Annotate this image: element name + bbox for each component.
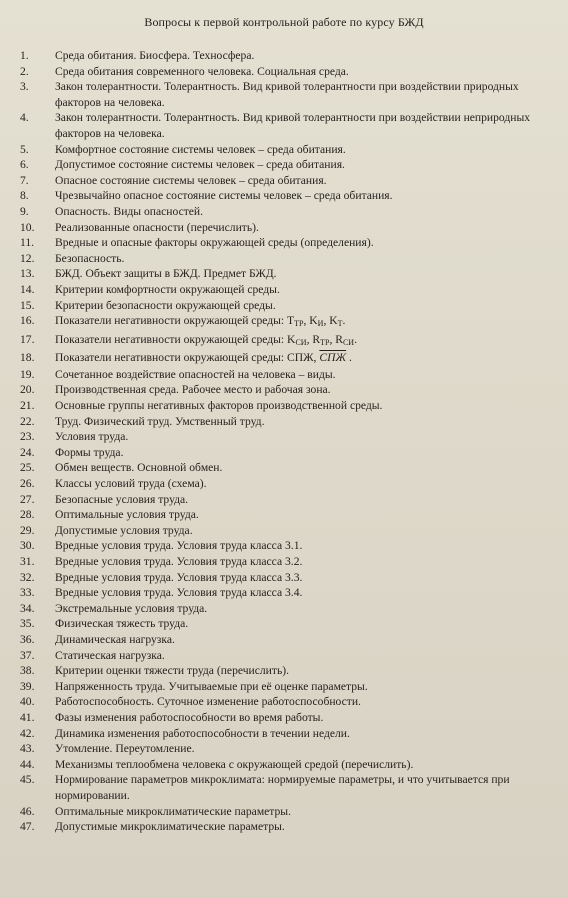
question-item [0, 220, 568, 236]
question-number: 44. [20, 757, 35, 771]
question-number: 9. [20, 204, 29, 218]
question-text: Чрезвычайно опасное состояние системы человек – среда обитания. [55, 189, 393, 203]
question-item [0, 476, 568, 492]
question-item [0, 632, 568, 648]
question-item [0, 663, 568, 679]
question-number: 1. [20, 49, 29, 62]
question-text: Работоспособность. Суточное изменение работоспособности. [55, 695, 361, 709]
question-text: Обмен веществ. Основной обмен. [55, 461, 223, 475]
question-number: 5. [20, 142, 29, 156]
question-number: 18. [20, 351, 35, 365]
question-item [0, 554, 568, 570]
question-item [0, 398, 568, 414]
question-item [0, 570, 568, 586]
question-item [0, 523, 568, 539]
question-text: Экстремальные условия труда. [55, 601, 208, 615]
question-number: 11. [20, 236, 35, 250]
question-text: Производственная среда. Рабочее место и рабочая зона. [55, 383, 331, 397]
question-number: 21. [20, 399, 35, 413]
question-number: 6. [20, 158, 29, 172]
question-item [0, 679, 568, 695]
question-text: Показатели негативности окружающей среды: $T_{ТР}$, $K_И$, $K_Т$. [55, 314, 346, 329]
question-number: 23. [20, 430, 35, 444]
overlined-term: СПЖ [319, 351, 347, 365]
question-text: Среда обитания. Биосфера. Техносфера. [55, 49, 255, 62]
question-item [0, 445, 568, 461]
question-number: 22. [20, 414, 35, 428]
question-text: Нормирование параметров микроклимата: нормируемые параметры, и что учитывается при нормировании. [55, 773, 510, 802]
question-text: Комфортное состояние системы человек – среда обитания. [55, 142, 346, 156]
question-item [0, 741, 568, 757]
question-item [0, 79, 568, 110]
question-item [0, 382, 568, 398]
question-text: Вредные условия труда. Условия труда класса 3.4. [55, 586, 303, 600]
question-text: Критерии оценки тяжести труда (перечислить). [55, 664, 290, 678]
question-number: 35. [20, 617, 35, 631]
question-text: Динамическая нагрузка. [55, 632, 175, 646]
question-text: Показатели негативности окружающей среды: СПЖ, СПЖ . [55, 351, 352, 365]
question-item [0, 538, 568, 554]
question-number: 16. [20, 314, 35, 328]
question-text: Вредные условия труда. Условия труда класса 3.1. [55, 539, 303, 553]
question-number: 36. [20, 632, 35, 646]
question-number: 27. [20, 492, 35, 506]
question-number: 45. [20, 773, 35, 787]
question-text: Допустимые микроклиматические параметры. [55, 820, 285, 834]
question-number: 17. [20, 332, 35, 346]
question-number: 29. [20, 523, 35, 537]
question-text: Формы труда. [55, 445, 124, 459]
question-item [0, 204, 568, 220]
question-item [0, 648, 568, 664]
question-text: Среда обитания современного человека. Социальная среда. [55, 64, 349, 78]
question-text: Допустимые условия труда. [55, 523, 193, 537]
question-number: 26. [20, 477, 35, 491]
question-item [0, 585, 568, 601]
question-text: Физическая тяжесть труда. [55, 617, 189, 631]
question-item [0, 266, 568, 282]
question-item [0, 429, 568, 445]
question-text: Вредные и опасные факторы окружающей среды (определения). [55, 236, 374, 250]
question-item [0, 313, 568, 329]
question-number: 43. [20, 742, 35, 756]
question-item [0, 157, 568, 173]
question-text: Реализованные опасности (перечислить). [55, 220, 259, 234]
question-number: 2. [20, 64, 29, 78]
question-number: 37. [20, 648, 35, 662]
question-text: Классы условий труда (схема). [55, 477, 207, 491]
question-text: Закон толерантности. Толерантность. Вид кривой толерантности при воздействии неприродных факторов на человека. [55, 111, 531, 140]
question-number: 4. [20, 111, 29, 125]
question-item [0, 414, 568, 430]
question-item [0, 757, 568, 773]
question-item [0, 804, 568, 820]
question-item [0, 507, 568, 523]
subscript: ТР [320, 337, 330, 347]
question-item [0, 142, 568, 158]
question-number: 25. [20, 461, 35, 475]
question-item [0, 173, 568, 189]
question-number: 39. [20, 679, 35, 693]
subscript: ТР [294, 319, 304, 329]
question-number: 32. [20, 570, 35, 584]
question-text: Оптимальные условия труда. [55, 508, 199, 522]
question-item [0, 710, 568, 726]
question-text: Основные группы негативных факторов производственной среды. [55, 399, 383, 413]
question-text: Опасность. Виды опасностей. [55, 204, 204, 218]
question-item [0, 726, 568, 742]
subscript: Т [337, 319, 343, 329]
question-item [0, 350, 568, 366]
question-item [0, 332, 568, 348]
question-item [0, 282, 568, 298]
question-text: Сочетанное воздействие опасностей на человека – виды. [55, 367, 336, 381]
question-item [0, 110, 568, 141]
question-number: 19. [20, 367, 35, 381]
question-text: Вредные условия труда. Условия труда класса 3.2. [55, 555, 303, 568]
question-text: Напряженность труда. Учитываемые при её оценке параметры. [55, 679, 368, 693]
question-item [0, 367, 568, 383]
question-number: 24. [20, 445, 35, 459]
question-number: 8. [20, 189, 29, 203]
question-text: Допустимое состояние системы человек – среда обитания. [55, 158, 345, 172]
question-item [0, 616, 568, 632]
question-item [0, 492, 568, 508]
question-number: 3. [20, 80, 29, 94]
question-text: БЖД. Объект защиты в БЖД. Предмет БЖД. [55, 267, 277, 281]
subscript: СИ [342, 337, 355, 347]
subscript: И [317, 319, 324, 329]
question-item [0, 64, 568, 80]
question-item [0, 251, 568, 267]
subscript: СИ [295, 337, 307, 347]
question-item [0, 298, 568, 314]
question-number: 47. [20, 820, 35, 834]
question-number: 7. [20, 173, 29, 187]
question-item [0, 694, 568, 710]
question-item [0, 819, 568, 835]
question-number: 42. [20, 726, 35, 740]
question-text: Показатели негативности окружающей среды: $K_{СИ}$, $R_{ТР}$, $R_{СИ}$. [55, 332, 357, 347]
question-number: 20. [20, 383, 35, 397]
question-number: 13. [20, 267, 35, 281]
question-text: Критерии безопасности окружающей среды. [55, 298, 276, 312]
question-item [0, 601, 568, 617]
question-text: Опасное состояние системы человек – среда обитания. [55, 173, 327, 187]
question-text: Труд. Физический труд. Умственный труд. [55, 414, 265, 428]
question-item [0, 772, 568, 803]
question-number: 40. [20, 695, 35, 709]
question-item [0, 235, 568, 251]
question-text: Критерии комфортности окружающей среды. [55, 282, 280, 296]
document-title: Вопросы к первой контрольной работе по курсу БЖД [144, 15, 424, 29]
question-number: 34. [20, 601, 35, 615]
question-item [0, 460, 568, 476]
question-text: Условия труда. [55, 430, 129, 444]
question-text: Оптимальные микроклиматические параметры. [55, 804, 291, 818]
question-number: 12. [20, 251, 35, 265]
question-text: Утомление. Переутомление. [55, 742, 195, 756]
questions-list [0, 48, 568, 835]
question-text: Фазы изменения работоспособности во время работы. [55, 710, 324, 724]
question-number: 46. [20, 804, 35, 818]
question-number: 30. [20, 539, 35, 553]
question-number: 14. [20, 282, 35, 296]
question-text: Статическая нагрузка. [55, 648, 165, 662]
question-number: 28. [20, 508, 35, 522]
question-text: Вредные условия труда. Условия труда класса 3.3. [55, 570, 303, 584]
question-text: Безопасные условия труда. [55, 492, 189, 506]
question-number: 15. [20, 298, 35, 312]
question-text: Динамика изменения работоспособности в течении недели. [55, 726, 350, 740]
question-number: 10. [20, 220, 35, 234]
question-number: 38. [20, 664, 35, 678]
question-number: 41. [20, 710, 35, 724]
question-item [0, 188, 568, 204]
question-number: 33. [20, 586, 35, 600]
question-text: Безопасность. [55, 251, 125, 265]
question-item [0, 48, 568, 64]
question-text: Механизмы теплообмена человека с окружающей средой (перечислить). [55, 757, 414, 771]
question-number: 31. [20, 555, 35, 568]
question-text: Закон толерантности. Толерантность. Вид кривой толерантности при воздействии природных факторов на человека. [55, 80, 519, 109]
